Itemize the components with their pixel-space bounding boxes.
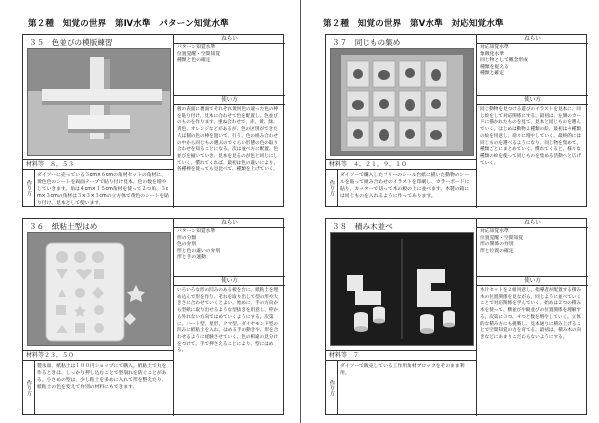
usage-heading: 使い方 — [174, 96, 285, 105]
material-line: 材料等 ７ — [326, 350, 476, 360]
aim-item: 位置覚醒・空間知覚 — [177, 51, 221, 57]
aims-heading: ねらい — [477, 35, 588, 44]
aims-box — [477, 35, 588, 96]
activity-photo — [330, 232, 474, 346]
page-header: 第２種 知覚の世界 第Ⅴ水準 対応知覚水準 — [323, 19, 504, 29]
right-page — [303, 0, 599, 423]
usage-heading: 使い方 — [174, 277, 285, 286]
usage-text: 木片セットを２組用意し、指導者が配置する積み木の位置関係を見ながら、同じように並べていくことで対応関係を学んでいく。始めは２つの積み木を使って、横並びや縦並びの位置関係を理解する。次第に３つ、４つと数を増やしていく。立体的な積み方にも挑戦し、見本通りに積み上げることで空間知覚の力を育てる。最初は、積み木の向きなどにあまりこだわらないようにする。 — [480, 288, 582, 340]
method-text: ダイソーで販売している工作用角材ブロックをそのまま利用。 — [340, 364, 465, 376]
activity-photo — [27, 48, 171, 156]
usage-box — [174, 277, 285, 416]
aim-item: 種類を捉える — [480, 64, 509, 70]
material-line: 材料等 ８，５３ — [23, 159, 173, 169]
aim-item: 形と位置の確定 — [480, 248, 514, 254]
activity-photo — [27, 232, 171, 346]
usage-text: いろいろな形の凹みのある板を台に、紙粘土を埋め込んで形を作り、それを取り出して型の形や大きさに合わせていくとよい。始めに、手の方向から型紙に取り出せるような型抜きを用意し、枠から外れない方向ではめていくようにする。次第に、ハート型、星形、クマ型、ダイヤモンド型の凹みに紙粘土を入れ、はめる手の動きや、形を合わせるように経験させていく。色の相違の見分けをつけて、手で押さえることにより、型にはめる。 — [177, 288, 279, 354]
aim-item: 形の分類 — [177, 235, 197, 241]
aim-item: 対応知覚水準 — [480, 45, 509, 50]
aim-item: 象徴化水準 — [480, 51, 504, 57]
method-label: 作り方 — [23, 170, 35, 207]
usage-box — [174, 96, 285, 208]
info-column — [476, 35, 588, 208]
usage-box — [477, 96, 588, 208]
usage-heading: 使い方 — [477, 96, 588, 105]
method-label: 作り方 — [326, 170, 338, 207]
activity-card — [22, 218, 284, 415]
aim-item: パターン知覚水準 — [177, 45, 216, 50]
aim-item: 種類と色の確定 — [177, 58, 211, 64]
usage-box — [477, 277, 588, 416]
method-box — [326, 169, 476, 207]
aim-item: 形の関係の弁別 — [480, 242, 514, 248]
aim-item: 形と色の違いの弁別 — [177, 248, 221, 254]
card-title: ３７ 同じもの集め — [332, 38, 401, 47]
aim-item: 形と手の運動 — [177, 255, 206, 261]
method-label: 作り方 — [23, 361, 35, 415]
page-spine — [300, 0, 301, 423]
method-text: ダイソーで購入したフリーのシール台紙に描いた動物のシールを貼って組み合わせのイラストを印刷し、カラーボードに貼り、カッターで切って木の板の上に並べます。木製の箱には同じものを入れるように作ってあります。 — [340, 173, 470, 199]
card-title: ３６ 紙粘土型はめ — [29, 222, 98, 231]
aims-box — [174, 219, 285, 277]
method-text: 製氷皿、紙粘土は１００円ショップにて購入。紙粘土で丸を作るときは、しっかり押し込むことで型崩れを防ぐことがある。小さめの型は、少し粘土を多めに入れて形を整えたり、紙粘土の色を変えて弁別の材料にもできます。 — [37, 364, 167, 390]
method-box — [23, 360, 173, 415]
card-title: ３５ 色並びの模版練習 — [29, 38, 113, 47]
info-column — [173, 35, 285, 208]
activity-card — [325, 218, 587, 415]
activity-card — [22, 34, 284, 207]
usage-heading: 使い方 — [477, 277, 588, 286]
info-column — [173, 219, 285, 416]
aims-heading: ねらい — [477, 219, 588, 228]
usage-text: 板の表面に裏面でそれぞれ黄何色の違った色の棒を貼り付け、見本に合わせて色を配置し、色並びのものを作ります。重ね合わせで、赤、黄、緑、青色、オレンジなどがあるが、色の区別ができた人は個の色の棒を置いて、行う。色の組み合わせの中から同じもの選ぶのでぐらい形態の色の取り合わせを知ることになる。次は並べ方に配置、色並びを揃いていき、見本を見るのが色と同じにしていく。慣れてくれば、最初は色の違いにより、各種棒を使っても見比べて、種類を上げていく。 — [177, 107, 279, 173]
material-line: 材料等２３，５０ — [23, 350, 173, 360]
method-box — [23, 169, 173, 207]
page-header: 第２種 知覚の世界 第Ⅳ水準 パターン知覚水準 — [28, 19, 229, 29]
material-line: 材料等 ４，２１，９，１０ — [326, 159, 476, 169]
activity-card — [325, 34, 587, 207]
aim-item: パターン知覚水準 — [177, 229, 216, 234]
aims-box — [174, 35, 285, 96]
method-text: ダイソーに売っている３cm×６cmの角材セットの角材に、黄色色のシートを両面テープで貼り付け見本。色の数を増やしていきます。角は４cm×１５cm角材を使って２つ角、３cm×３cmの角材は３×３×３cmの立方体で黄色のシートを貼り付け、見本として使います。 — [37, 173, 170, 206]
info-column — [476, 219, 588, 416]
card-title: ３８ 積み木並べ — [332, 222, 393, 231]
activity-photo — [330, 48, 474, 156]
aim-item: 対応知覚水準 — [480, 229, 509, 234]
aim-item: 色の弁別 — [177, 242, 197, 248]
aim-item: 位置覚醒・空間知覚 — [480, 235, 524, 241]
aim-item: 種類と確定 — [480, 71, 504, 77]
aims-box — [477, 219, 588, 277]
aims-heading: ねらい — [174, 219, 285, 228]
aims-heading: ねらい — [174, 35, 285, 44]
aim-item: 同じ物として概念形成 — [480, 58, 528, 64]
method-box — [326, 360, 476, 415]
usage-text: 同じ動物を見つける遊びのイラストを見本に、同じ絵をして対応関係にする。最初は、左側のカードに描かれたものを見て、見本と同じものを選んでいく。はじめは動物２種類の絵、最初は４種類の絵を用意し、徐々に増やしていく。最終的には同じものを選べるようになり、同じ物を集めて、種類ごとにまとめていく。慣れてくると、様々な種類の絵を使って同じものを集める活動へと広げていく。 — [480, 107, 582, 166]
method-label: 作り方 — [326, 361, 338, 415]
